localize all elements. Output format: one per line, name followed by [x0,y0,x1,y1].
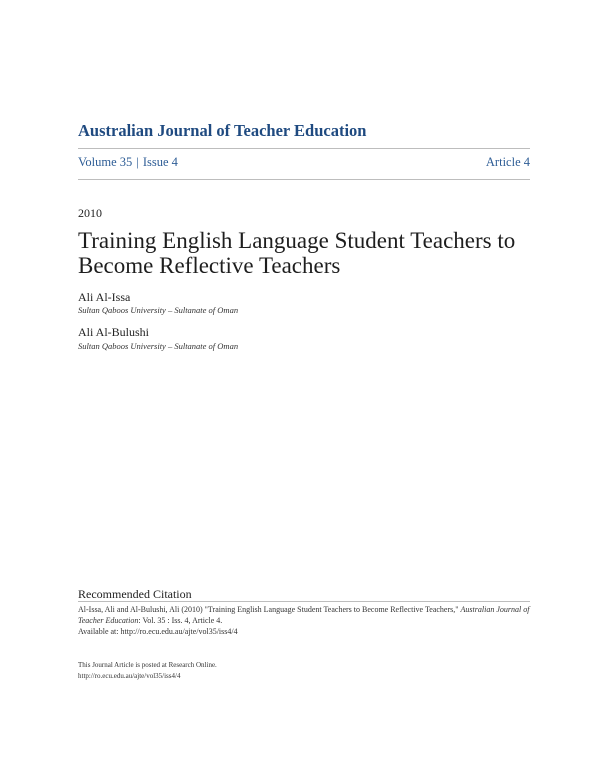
citation-volume: : Vol. 35 : Iss. 4, Article 4. [138,616,223,625]
bottom-divider [78,179,530,180]
issue-info-row [78,155,530,170]
repository-notice [78,660,217,682]
author-name[interactable]: Ali Al-Bulushi [78,325,150,339]
volume-link[interactable]: Volume 35 [78,155,133,169]
citation-journal: Australian Journal of Teacher Education [78,605,530,625]
article-title-line-1: Training English Language Student Teachers to [78,228,516,253]
volume-issue-group [78,155,178,170]
citation-text [78,604,530,637]
notice-url-link[interactable]: http://ro.ecu.edu.au/ajte/vol35/iss4/4 [78,672,181,680]
article-number-link[interactable]: Article 4 [485,155,530,169]
issue-link[interactable]: Issue 4 [142,155,178,169]
article-title [78,228,538,278]
citation-available-link[interactable]: Available at: http://ro.ecu.edu.au/ajte/vol35/iss4/4 [78,627,238,636]
author-name[interactable]: Ali Al-Issa [78,290,131,304]
citation-authors-title: Al-Issa, Ali and Al-Bulushi, Ali (2010) "Training English Language Student Teachers to Become Reflective Teachers," [78,605,461,614]
publication-year: 2010 [78,206,102,220]
journal-title-link[interactable]: Australian Journal of Teacher Education [78,121,367,140]
citation-divider [78,601,530,602]
notice-text: This Journal Article is posted at Research Online. [78,661,217,669]
article-title-line-2: Become Reflective Teachers [78,253,341,278]
author-affiliation: Sultan Qaboos University – Sultanate of Oman [78,305,239,315]
recommended-citation-heading: Recommended Citation [78,587,192,601]
top-divider [78,148,530,149]
author-affiliation: Sultan Qaboos University – Sultanate of Oman [78,341,239,351]
volume-issue-separator: | [136,155,139,169]
